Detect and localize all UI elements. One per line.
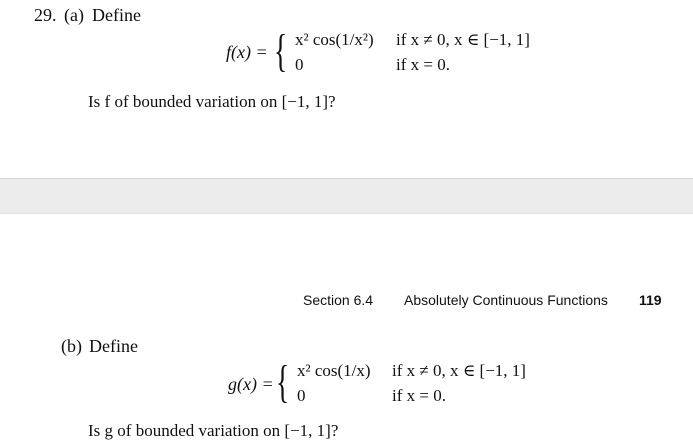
g-definition-lhs: g(x) = [228,374,274,394]
f-case2-expression: 0 [295,55,304,74]
part-a-define-text: Define [92,5,141,25]
running-head-section: Section 6.4 [303,292,374,308]
g-case-brace: { [276,356,290,407]
g-case1-expression: x² cos(1/x) [297,361,371,380]
part-b-question: Is g of bounded variation on [−1, 1]? [88,421,339,440]
part-b-define-text: Define [89,336,138,356]
g-case2-expression: 0 [297,386,306,405]
f-case1-condition: if x ≠ 0, x ∈ [−1, 1] [396,30,530,49]
f-case2-condition: if x = 0. [396,55,450,74]
running-head-title: Absolutely Continuous Functions [404,292,608,308]
part-a-label: (a) [64,5,84,25]
g-case1-condition: if x ≠ 0, x ∈ [−1, 1] [392,361,526,380]
f-case-brace: { [274,25,288,76]
page-separator [0,178,693,214]
problem-number: 29. [34,5,57,25]
f-definition-lhs: f(x) = [226,42,268,62]
part-a-question: Is f of bounded variation on [−1, 1]? [88,92,336,111]
g-case2-condition: if x = 0. [392,386,446,405]
page-number: 119 [639,292,662,308]
part-b-label: (b) [61,336,82,356]
f-case1-expression: x² cos(1/x²) [295,30,374,49]
